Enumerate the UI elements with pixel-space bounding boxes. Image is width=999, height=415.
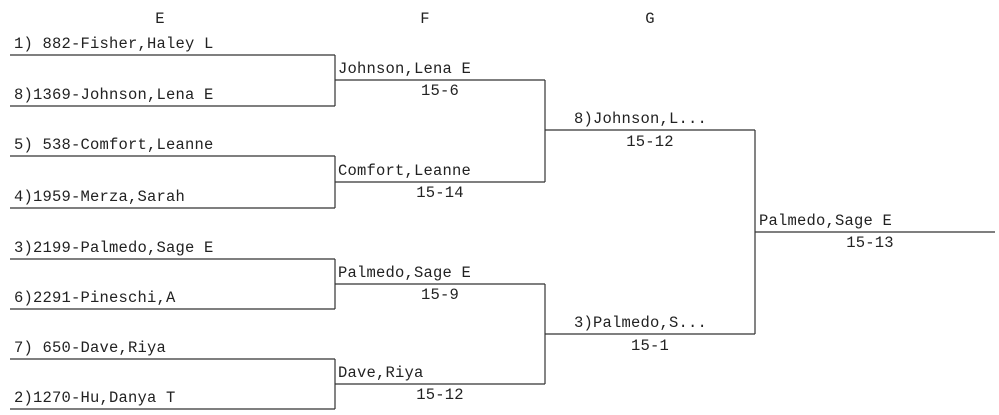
column-header-g: G — [645, 10, 655, 28]
r3-winner-1: 8)Johnson,L... — [574, 110, 708, 128]
final-score: 15-13 — [846, 234, 894, 252]
entrant-2: 8)1369-Johnson,Lena E — [14, 86, 214, 104]
entrant-7: 7) 650-Dave,Riya — [14, 339, 167, 357]
r2-score-2: 15-14 — [416, 184, 464, 202]
r3-score-1: 15-12 — [626, 133, 674, 151]
entrant-1: 1) 882-Fisher,Haley L — [14, 35, 214, 53]
r3-winner-2: 3)Palmedo,S... — [574, 314, 708, 332]
r2-winner-1: Johnson,Lena E — [338, 60, 472, 78]
column-header-f: F — [420, 10, 430, 28]
r2-winner-2: Comfort,Leanne — [338, 162, 472, 180]
r2-score-4: 15-12 — [416, 386, 464, 404]
r2-score-3: 15-9 — [420, 286, 459, 304]
entrant-6: 6)2291-Pineschi,A — [14, 289, 176, 307]
r3-score-2: 15-1 — [630, 337, 669, 355]
r2-winner-3: Palmedo,Sage E — [338, 264, 472, 282]
match-lines-r3 — [545, 130, 755, 334]
entrant-8: 2)1270-Hu,Danya T — [14, 389, 176, 407]
r2-winner-4: Dave,Riya — [338, 364, 424, 382]
entrant-3: 5) 538-Comfort,Leanne — [14, 136, 214, 154]
entrant-5: 3)2199-Palmedo,Sage E — [14, 239, 214, 257]
champion: Palmedo,Sage E — [759, 212, 893, 230]
column-header-e: E — [155, 10, 165, 28]
r2-score-1: 15-6 — [420, 82, 459, 100]
entrant-4: 4)1959-Merza,Sarah — [14, 188, 186, 206]
